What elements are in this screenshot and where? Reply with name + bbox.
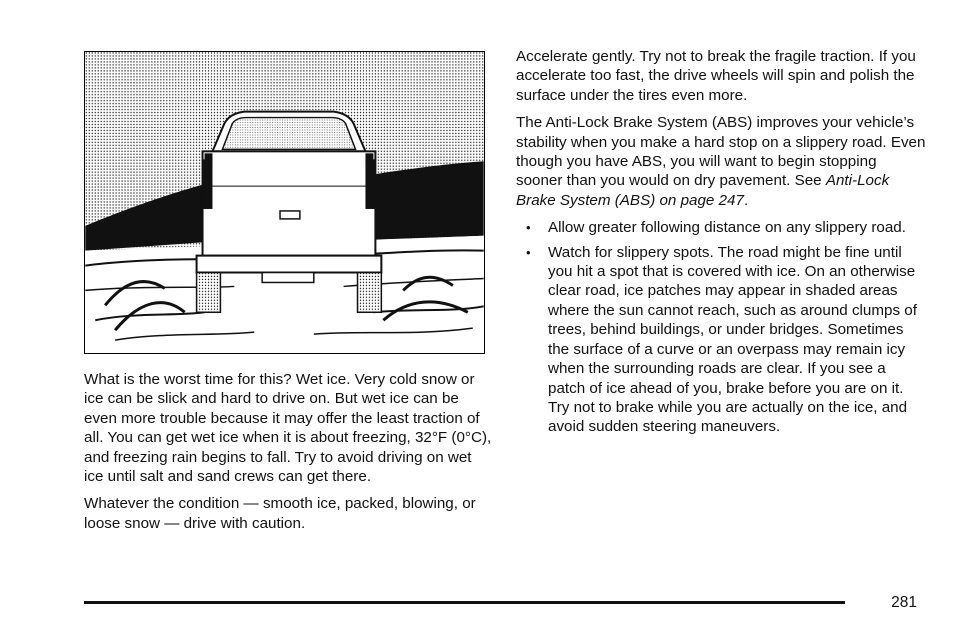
list-item-text: Watch for slippery spots. The road might be fine until you hit a spot that is covered with ice. On an otherwise clear road, ice patches may appear in shaded areas where the sun cannot reach, such as around clumps of trees, behind buildings, or under bridges. Sometimes the surface of a curve or an overpass may remain icy when the surrounding roads are clear. If you see a patch of ice ahead of you, brake before you are on it. Try not to brake while you are actually on the ice, and avoid sudden steering maneuvers. <box>548 243 917 436</box>
truck-on-wet-ice-illustration <box>84 51 485 354</box>
abs-paragraph-end: . <box>743 191 749 209</box>
left-column <box>84 370 494 541</box>
list-item <box>516 218 926 237</box>
abs-page-reference: Anti-Lock Brake System (ABS) on page 247 <box>516 172 890 209</box>
tips-list <box>516 218 926 436</box>
bullet-icon: • <box>526 244 531 260</box>
caution-paragraph: Whatever the condition — smooth ice, packed, blowing, or loose snow — drive with caution. <box>84 495 476 532</box>
abs-paragraph-text: The Anti-Lock Brake System (ABS) improves your vehicle’s stability when you make a hard stop on a slippery road. Even though you have ABS, you will want to begin stopping sooner than you would on dry pavement. See <box>516 114 926 190</box>
accelerate-paragraph: Accelerate gently. Try not to break the fragile traction. If you accelerate too fast, the drive wheels will spin and polish the surface under the tires even more. <box>516 48 916 104</box>
list-item <box>516 243 926 437</box>
bullet-icon: • <box>526 220 531 236</box>
footer-rule <box>84 601 845 604</box>
page-number: 281 <box>891 594 917 611</box>
list-item-text: Allow greater following distance on any slippery road. <box>548 219 906 237</box>
wet-ice-paragraph: What is the worst time for this? Wet ice. Very cold snow or ice can be slick and hard to drive on. But wet ice can be even more trouble because it may offer the least traction of all. You can get wet ice when it is about freezing, 32°F (0°C), and freezing rain begins to fall. Try to avoid driving on wet ice until salt and sand crews can get there. <box>84 371 492 486</box>
right-column <box>516 47 926 442</box>
abs-paragraph <box>516 113 926 210</box>
